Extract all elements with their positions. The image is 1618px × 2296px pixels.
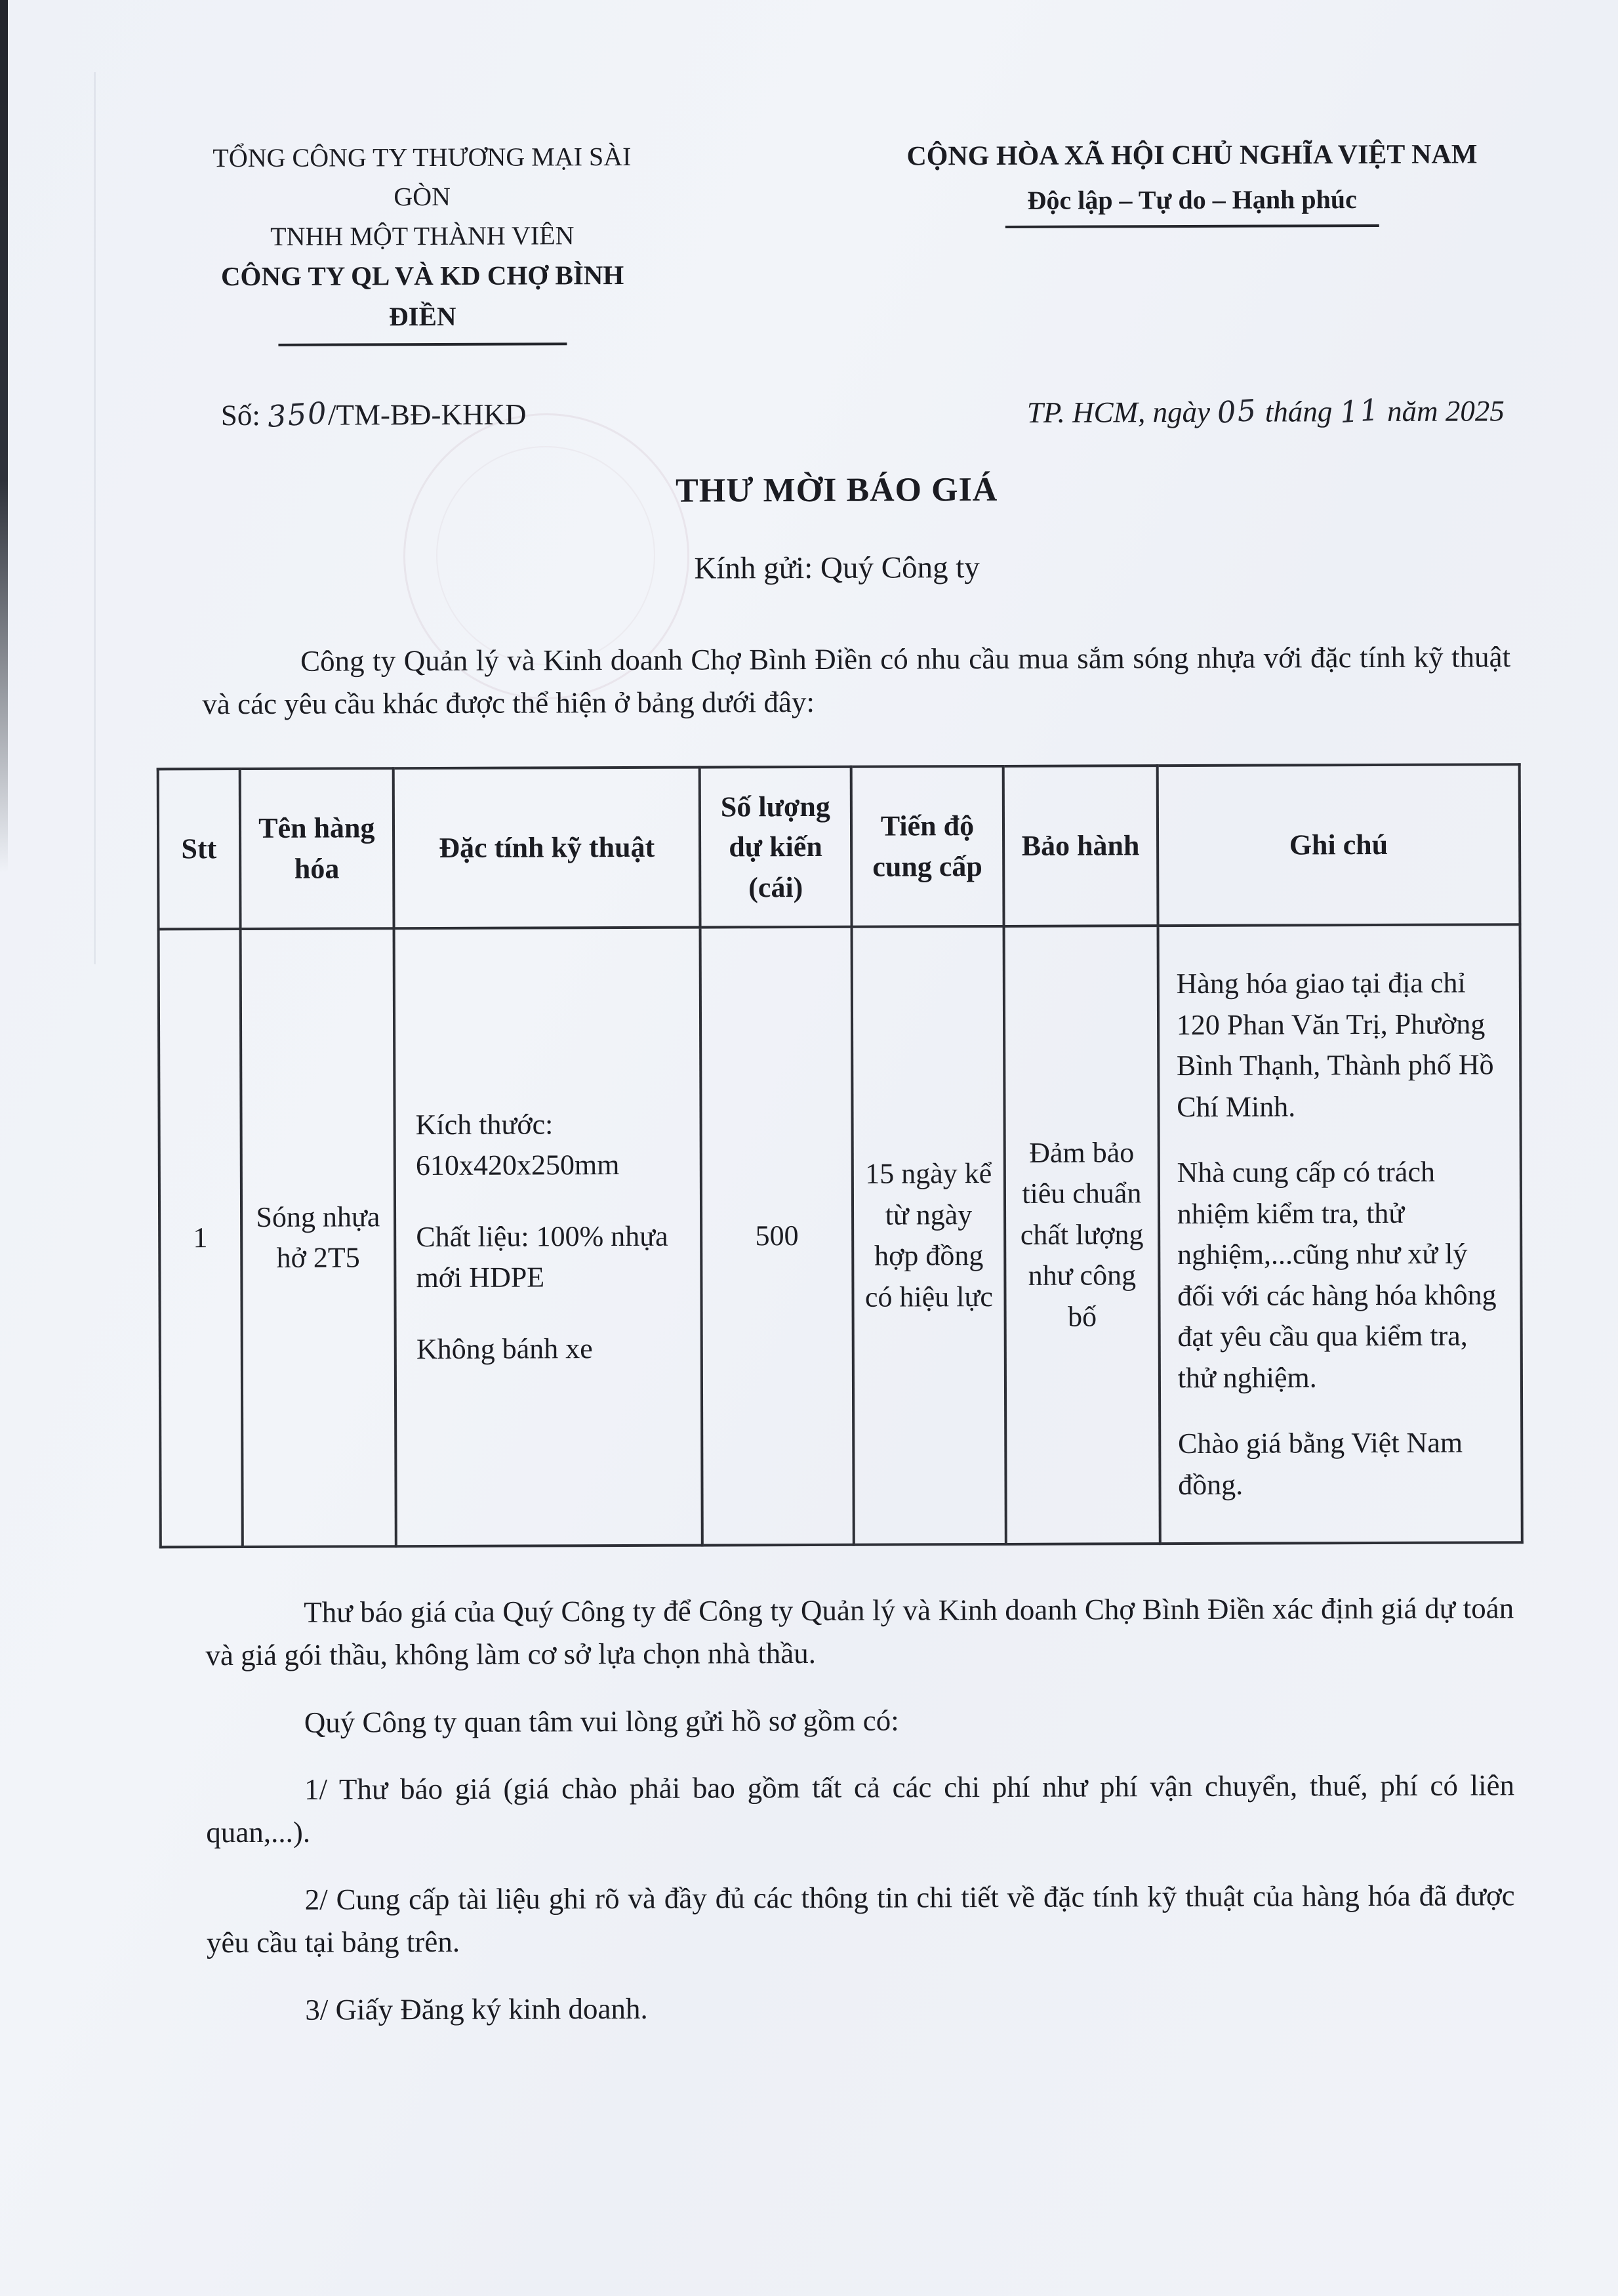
cell-ten-hang-hoa: Sóng nhựa hở 2T5 bbox=[240, 929, 396, 1547]
ref-number-handwritten: 350 bbox=[266, 395, 329, 435]
header-ten-hang-hoa: Tên hàng hóa bbox=[239, 768, 394, 930]
dateline-month-handwritten: 11 bbox=[1338, 392, 1381, 430]
org-name-line1: TỔNG CÔNG TY THƯƠNG MẠI SÀI GÒN bbox=[212, 141, 632, 212]
note-currency: Chào giá bằng Việt Nam đồng. bbox=[1177, 1426, 1463, 1501]
cell-bao-hanh: Đảm bảo tiêu chuẩn chất lượng như công bố bbox=[1004, 926, 1160, 1544]
header-so-luong: Số lượng dự kiến (cái) bbox=[700, 766, 851, 928]
org-name-line3: CÔNG TY QL VÀ KD CHỢ BÌNH ĐIỀN bbox=[220, 259, 624, 331]
table-row bbox=[159, 925, 1522, 1548]
letter-title: THƯ MỜI BÁO GIÁ bbox=[676, 470, 998, 510]
spec-size: Kích thước: 610x420x250mm bbox=[415, 1108, 620, 1182]
header-dac-tinh: Đặc tính kỹ thuật bbox=[394, 767, 700, 928]
national-title: CỘNG HÒA XÃ HỘI CHỦ NGHĨA VIỆT NAM bbox=[906, 139, 1478, 172]
requirement-3: 3/ Giấy Đăng ký kinh doanh. bbox=[305, 1992, 648, 2026]
salutation: Kính gửi: Quý Công ty bbox=[694, 550, 980, 586]
table-header-row bbox=[158, 764, 1520, 930]
note-responsibility: Nhà cung cấp có trách nhiệm kiểm tra, thử nghiệm,...cũng như xử lý đối với các hàng hóa không đạt yêu cầu qua kiểm tra, thử nghiệm. bbox=[1177, 1155, 1497, 1394]
dateline-thang: tháng bbox=[1264, 395, 1333, 428]
org-underline bbox=[278, 342, 567, 346]
dateline-day-handwritten: 05 bbox=[1216, 392, 1259, 430]
dateline-prefix: TP. HCM, ngày bbox=[1026, 395, 1211, 429]
header-tien-do: Tiến độ cung cấp bbox=[851, 766, 1003, 928]
intro-paragraph: Công ty Quản lý và Kinh doanh Chợ Bình Điền có nhu cầu mua sắm sóng nhựa với đặc tính kỹ thuật và các yêu cầu khác được thể hiện ở bảng dưới đây: bbox=[202, 640, 1511, 721]
national-motto: Độc lập – Tự do – Hạnh phúc bbox=[1027, 184, 1357, 215]
cell-so-luong: 500 bbox=[700, 927, 854, 1545]
cell-dac-tinh bbox=[394, 928, 702, 1546]
motto-underline bbox=[1005, 224, 1379, 228]
dateline bbox=[1027, 393, 1505, 430]
spec-material: Chất liệu: 100% nhựa mới HDPE bbox=[416, 1220, 668, 1294]
requirement-2: 2/ Cung cấp tài liệu ghi rõ và đầy đủ các thông tin chi tiết về đặc tính kỹ thuật của hàng hóa đã được yêu cầu tại bảng trên. bbox=[206, 1879, 1515, 1959]
header-ghi-chu: Ghi chú bbox=[1157, 764, 1520, 926]
ref-suffix: /TM-BĐ-KHKD bbox=[327, 398, 527, 432]
header-stt: Stt bbox=[158, 769, 240, 930]
dateline-suffix: năm 2025 bbox=[1386, 394, 1505, 428]
national-header-block bbox=[867, 134, 1516, 228]
ref-date-row bbox=[155, 392, 1518, 435]
header-bao-hanh: Bảo hành bbox=[1003, 766, 1158, 927]
dossier-intro-paragraph: Quý Công ty quan tâm vui lòng gửi hồ sơ gồm có: bbox=[304, 1704, 899, 1739]
requirement-1: 1/ Thư báo giá (giá chào phải bao gồm tất cả các chi phí như phí vận chuyển, thuế, phí có liên quan,...). bbox=[206, 1769, 1515, 1849]
spec-wheels: Không bánh xe bbox=[416, 1332, 593, 1365]
letter-header bbox=[154, 134, 1517, 346]
note-delivery: Hàng hóa giao tại địa chỉ 120 Phan Văn Trị, Phường Bình Thạnh, Thành phố Hồ Chí Minh. bbox=[1176, 966, 1494, 1123]
cell-ghi-chu bbox=[1158, 925, 1522, 1544]
ref-number bbox=[220, 395, 527, 435]
quote-table bbox=[157, 763, 1524, 1549]
ref-label: Số: bbox=[220, 398, 260, 432]
org-header-block bbox=[192, 137, 652, 346]
cell-stt: 1 bbox=[159, 929, 243, 1547]
cell-tien-do: 15 ngày kể từ ngày hợp đồng có hiệu lực bbox=[851, 926, 1006, 1544]
closing-paragraph: Thư báo giá của Quý Công ty để Công ty Quản lý và Kinh doanh Chợ Bình Điền xác định giá dự toán và giá gói thầu, không làm cơ sở lựa chọn nhà thầu. bbox=[205, 1591, 1514, 1672]
org-name-line2: TNHH MỘT THÀNH VIÊN bbox=[270, 220, 575, 251]
